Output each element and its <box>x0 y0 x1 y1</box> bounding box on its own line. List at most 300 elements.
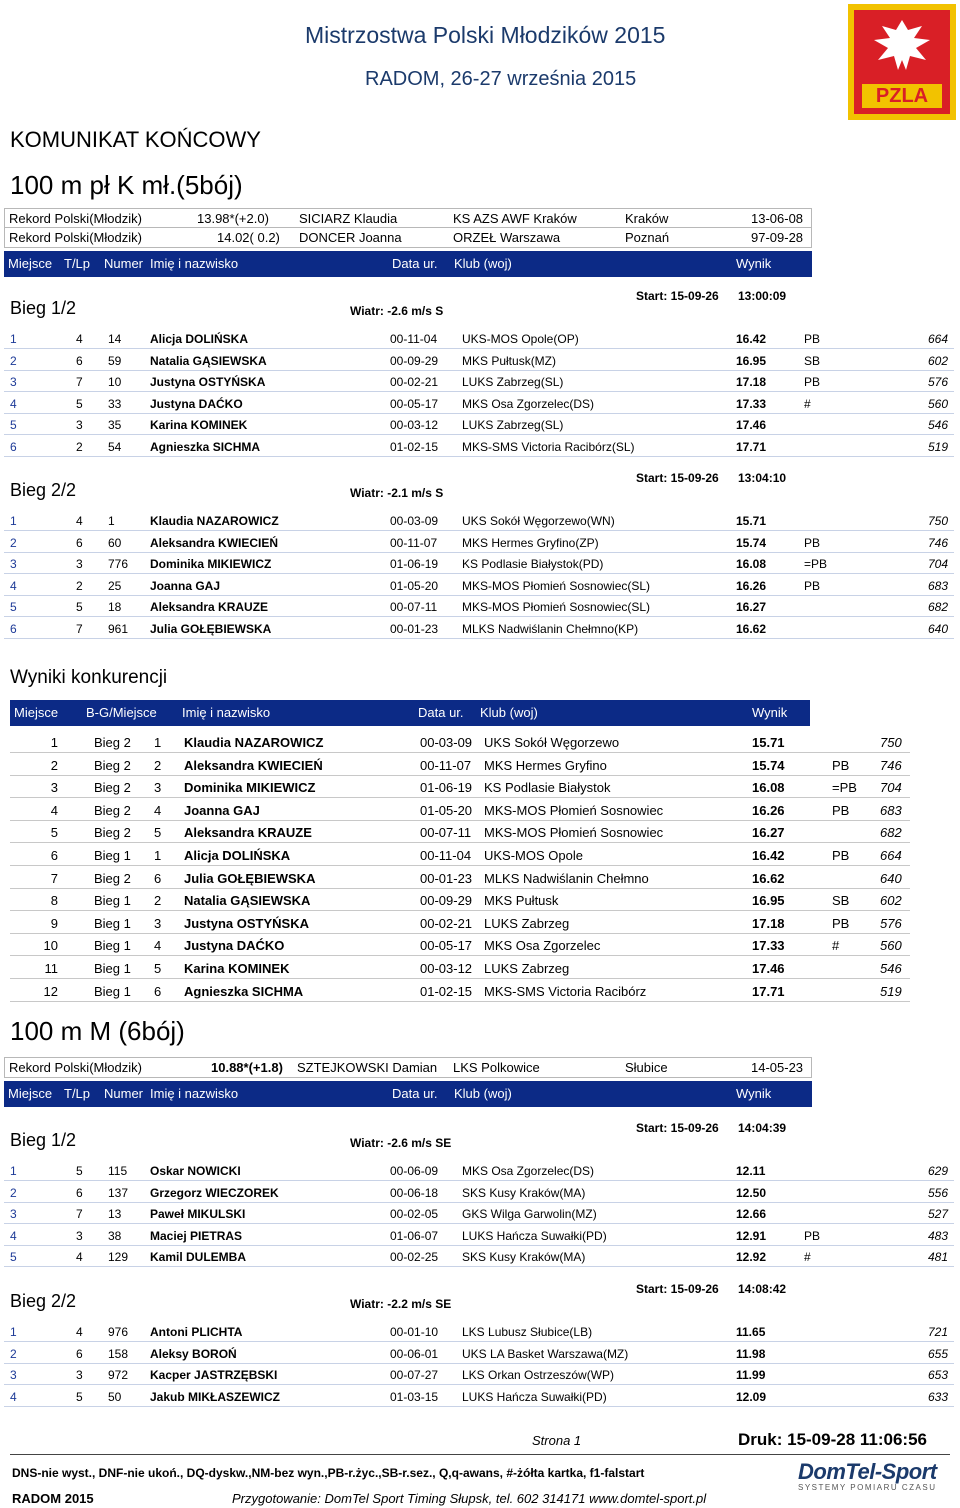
record-label: Rekord Polski(Młodzik) <box>9 230 142 245</box>
col-name: Imię i nazwisko <box>182 705 271 720</box>
athlete-name: Alicja DOLIŃSKA <box>184 848 291 863</box>
club: LUKS Zabrzeg <box>484 915 570 931</box>
result: 17.18 <box>752 915 785 931</box>
bib: 13 <box>108 1207 122 1222</box>
place: 1 <box>10 514 17 528</box>
heat: Bieg 1 <box>94 938 131 954</box>
result-row <box>4 1246 954 1267</box>
result-row <box>4 414 954 435</box>
summary-row <box>10 867 910 889</box>
points: 683 <box>928 578 949 593</box>
place: 5 <box>10 418 17 433</box>
record-holder: SICIARZ Klaudia <box>299 211 398 226</box>
place: 11 <box>44 961 58 976</box>
place: 8 <box>50 893 58 909</box>
lane: 6 <box>76 1185 83 1200</box>
points: 556 <box>928 1185 949 1200</box>
birth-date: 01-02-15 <box>390 440 439 454</box>
birth-date: 00-02-21 <box>420 915 473 931</box>
result: 16.26 <box>736 578 767 593</box>
birth-date: 01-06-19 <box>420 780 473 796</box>
result-row <box>4 532 954 553</box>
birth-date: 00-01-23 <box>420 870 473 886</box>
heat: Bieg 1 <box>94 961 131 976</box>
record-holder: SZTEJKOWSKI Damian <box>297 1060 438 1075</box>
bib: 33 <box>108 396 122 411</box>
club: LKS Orkan Ostrzeszów(WP) <box>462 1368 615 1383</box>
heat-place: 4 <box>154 938 162 954</box>
summary-row <box>10 980 910 1002</box>
club: UKS-MOS Opole <box>484 848 583 863</box>
points: 560 <box>928 396 949 411</box>
athlete-name: Joanna GAJ <box>184 802 260 818</box>
record-place: Słubice <box>625 1060 668 1075</box>
athlete-name: Karina KOMINEK <box>184 961 290 976</box>
bib: 18 <box>108 600 122 615</box>
record-flag: PB <box>804 578 821 593</box>
bib: 25 <box>108 578 122 593</box>
place: 4 <box>10 1228 17 1243</box>
club: UKS Sokół Węgorzewo(WN) <box>462 514 615 528</box>
place: 4 <box>10 578 17 593</box>
club: UKS LA Basket Warszawa(MZ) <box>462 1346 629 1361</box>
record-club: KS AZS AWF Kraków <box>453 211 577 226</box>
bib: 115 <box>108 1164 128 1178</box>
result-row <box>4 1225 954 1246</box>
birth-date: 00-03-12 <box>390 418 439 433</box>
place: 6 <box>50 848 58 863</box>
athlete-name: Julia GOŁĘBIEWSKA <box>184 870 316 886</box>
bib: 1 <box>108 514 115 528</box>
footer-prepared: Przygotowanie: DomTel Sport Timing Słupsk, tel. 602 314171 www.domtel-sport.pl <box>232 1491 707 1506</box>
heat: Bieg 2 <box>94 735 131 750</box>
record-flag: PB <box>832 757 850 773</box>
lane: 7 <box>76 375 83 390</box>
athlete-name: Natalia GĄSIEWSKA <box>184 893 311 909</box>
athlete-name: Aleksy BOROŃ <box>150 1346 237 1361</box>
footer-city: RADOM 2015 <box>12 1491 94 1506</box>
summary-row <box>10 844 910 866</box>
result-row <box>4 1364 954 1385</box>
event2-records <box>4 1057 812 1078</box>
record-flag: # <box>804 396 811 411</box>
birth-date: 00-06-09 <box>390 1164 439 1178</box>
heat-start: Start: 15-09-26 <box>636 471 719 485</box>
col-dob: Data ur. <box>418 705 464 720</box>
place: 2 <box>10 1346 17 1361</box>
heat-place: 3 <box>154 780 162 796</box>
brand-sub: SYSTEMY POMIARU CZASU <box>798 1483 937 1492</box>
athlete-name: Maciej PIETRAS <box>150 1228 243 1243</box>
heat: Bieg 1 <box>94 983 131 999</box>
event2-column-header <box>4 1081 812 1107</box>
result: 16.42 <box>752 848 785 863</box>
place: 2 <box>50 757 58 773</box>
bib: 14 <box>108 332 122 346</box>
domtel-logo <box>798 1459 937 1492</box>
club: MKS-MOS Płomień Sosnowiec <box>484 825 664 841</box>
result-row <box>4 1321 954 1342</box>
record-flag: PB <box>832 848 850 863</box>
result: 17.33 <box>736 396 767 411</box>
record-flag: PB <box>804 535 821 550</box>
club: MKS Hermes Gryfino <box>484 757 607 773</box>
lane: 6 <box>76 535 83 550</box>
points: 682 <box>880 825 902 841</box>
points: 519 <box>880 983 902 999</box>
athlete-name: Kamil DULEMBA <box>150 1250 247 1265</box>
club: KS Podlasie Białystok <box>484 780 611 796</box>
points: 640 <box>928 622 949 636</box>
competition-column-header <box>10 700 810 726</box>
record-mark: 14.02( 0.2) <box>217 230 280 245</box>
record-date: 97-09-28 <box>751 230 804 245</box>
bib: 10 <box>108 375 122 390</box>
summary-row <box>10 731 910 753</box>
bib: 50 <box>108 1389 122 1404</box>
heat-start-time: 14:04:39 <box>738 1121 787 1135</box>
birth-date: 00-01-10 <box>390 1325 439 1339</box>
points: 546 <box>880 961 902 976</box>
record-flag: PB <box>832 915 850 931</box>
result-row <box>4 553 954 574</box>
points: 602 <box>880 893 902 909</box>
club: LUKS Zabrzeg(SL) <box>462 375 564 390</box>
club: MKS-MOS Płomień Sosnowiec(SL) <box>462 600 651 615</box>
points: 664 <box>880 848 902 863</box>
place: 1 <box>10 1164 17 1178</box>
result: 12.09 <box>736 1389 767 1404</box>
club: MKS Osa Zgorzelec(DS) <box>462 1164 595 1178</box>
result-row <box>4 618 954 639</box>
points: 483 <box>928 1228 949 1243</box>
bib: 38 <box>108 1228 122 1243</box>
birth-date: 01-03-15 <box>390 1389 439 1404</box>
record-flag: PB <box>832 802 850 818</box>
birth-date: 00-06-01 <box>390 1346 439 1361</box>
event1-records <box>4 208 812 248</box>
heat-place: 4 <box>154 802 162 818</box>
record-flag: # <box>832 938 840 954</box>
col-result: Wynik <box>736 256 772 271</box>
club: UKS Sokół Węgorzewo <box>484 735 620 750</box>
athlete-name: Joanna GAJ <box>150 578 221 593</box>
col-club: Klub (woj) <box>480 705 538 720</box>
result-row <box>4 328 954 349</box>
place: 3 <box>10 1368 17 1383</box>
points: 576 <box>880 915 902 931</box>
summary-row <box>10 776 910 798</box>
birth-date: 00-05-17 <box>420 938 473 954</box>
lane: 4 <box>76 1250 83 1265</box>
lane: 3 <box>76 1368 83 1383</box>
points: 704 <box>928 557 949 572</box>
doc-type: KOMUNIKAT KOŃCOWY <box>10 127 261 152</box>
birth-date: 00-11-07 <box>420 757 472 773</box>
lane: 5 <box>76 1164 83 1178</box>
result: 11.98 <box>736 1346 766 1361</box>
athlete-name: Paweł MIKULSKI <box>150 1207 246 1222</box>
birth-date: 00-02-25 <box>390 1250 439 1265</box>
lane: 5 <box>76 600 83 615</box>
lane: 4 <box>76 332 83 346</box>
birth-date: 00-07-11 <box>390 600 438 615</box>
club: MKS-SMS Victoria Racibórz <box>484 983 647 999</box>
athlete-name: Dominika MIKIEWICZ <box>150 557 272 572</box>
place: 6 <box>10 622 17 636</box>
club: LKS Lubusz Słubice(LB) <box>462 1325 593 1339</box>
points: 653 <box>928 1368 949 1383</box>
result: 15.74 <box>752 757 785 773</box>
place: 2 <box>10 1185 17 1200</box>
club: MKS-SMS Victoria Racibórz(SL) <box>462 440 635 454</box>
points: 602 <box>928 353 949 368</box>
birth-date: 01-05-20 <box>420 802 473 818</box>
summary-row <box>10 912 910 934</box>
result-row <box>4 1160 954 1181</box>
place: 1 <box>50 735 58 750</box>
lane: 3 <box>76 1228 83 1243</box>
brand-main: DomTel-Sport <box>798 1459 937 1484</box>
lane: 7 <box>76 622 83 636</box>
result: 17.71 <box>736 440 767 454</box>
heat-place: 5 <box>154 961 162 976</box>
lane: 6 <box>76 1346 83 1361</box>
heat-place: 6 <box>154 983 162 999</box>
bib: 961 <box>108 622 129 636</box>
event2-title: 100 m M (6bój) <box>10 1016 185 1046</box>
heat: Bieg 2 <box>94 757 131 773</box>
result: 11.99 <box>736 1368 766 1383</box>
col-club: Klub (woj) <box>454 256 512 271</box>
points: 750 <box>880 735 902 750</box>
lane: 6 <box>76 353 83 368</box>
club: LUKS Zabrzeg(SL) <box>462 418 564 433</box>
record-flag: SB <box>832 893 850 909</box>
lane: 4 <box>76 514 83 528</box>
record-date: 14-05-23 <box>751 1060 804 1075</box>
result-row <box>4 1343 954 1364</box>
place: 6 <box>10 440 17 454</box>
heat-wind: Wiatr: -2.2 m/s SE <box>350 1297 452 1311</box>
record-holder: DONCER Joanna <box>299 230 402 245</box>
record-flag: SB <box>804 353 821 368</box>
place: 3 <box>10 1207 17 1222</box>
place: 2 <box>10 353 17 368</box>
col-name: Imię i nazwisko <box>150 1086 239 1101</box>
record-flag: # <box>804 1250 811 1265</box>
result: 17.71 <box>752 983 785 999</box>
lane: 2 <box>76 440 83 454</box>
col-name: Imię i nazwisko <box>150 256 239 271</box>
heat-place: 2 <box>154 893 162 909</box>
lane: 5 <box>76 396 83 411</box>
birth-date: 00-03-09 <box>390 514 439 528</box>
result: 17.33 <box>752 938 785 954</box>
record-flag: =PB <box>832 780 857 796</box>
heat-title: Bieg 2/2 <box>10 480 77 500</box>
col-bib: Numer <box>104 256 144 271</box>
athlete-name: Antoni PLICHTA <box>150 1325 243 1339</box>
points: 629 <box>928 1164 949 1178</box>
birth-date: 00-11-07 <box>390 535 438 550</box>
club: MKS Pułtusk <box>484 893 559 909</box>
heat-start-time: 13:04:10 <box>738 471 787 485</box>
athlete-name: Jakub MIKŁASZEWICZ <box>150 1389 281 1404</box>
athlete-name: Karina KOMINEK <box>150 418 248 433</box>
place: 3 <box>10 557 17 572</box>
record-row <box>5 1058 811 1077</box>
club: MKS Osa Zgorzelec(DS) <box>462 396 595 411</box>
meet-subtitle: RADOM, 26-27 września 2015 <box>365 68 637 90</box>
lane: 3 <box>76 418 83 433</box>
bib: 35 <box>108 418 122 433</box>
summary-row <box>10 821 910 843</box>
points: 721 <box>928 1325 949 1339</box>
heat-start: Start: 15-09-26 <box>636 1121 719 1135</box>
result: 16.62 <box>736 622 767 636</box>
bib: 60 <box>108 535 122 550</box>
birth-date: 00-05-17 <box>390 396 439 411</box>
record-label: Rekord Polski(Młodzik) <box>9 1060 142 1075</box>
page-number: Strona 1 <box>532 1433 582 1448</box>
col-dob: Data ur. <box>392 256 438 271</box>
record-flag: =PB <box>804 557 828 572</box>
heat-place: 3 <box>154 915 162 931</box>
heat-start: Start: 15-09-26 <box>636 1282 719 1296</box>
heat-title: Bieg 1/2 <box>10 1130 77 1150</box>
club: MKS Osa Zgorzelec <box>484 938 601 954</box>
heat-title: Bieg 2/2 <box>10 1291 77 1311</box>
col-heat: B-G/Miejsce <box>86 705 157 720</box>
result: 16.08 <box>736 557 767 572</box>
birth-date: 00-02-05 <box>390 1207 439 1222</box>
athlete-name: Agnieszka SICHMA <box>150 440 261 454</box>
heat-wind: Wiatr: -2.6 m/s SE <box>350 1136 452 1150</box>
result-row <box>4 393 954 414</box>
result: 15.71 <box>736 514 767 528</box>
bib: 59 <box>108 353 122 368</box>
birth-date: 00-07-11 <box>420 825 472 841</box>
points: 519 <box>928 440 949 454</box>
heat: Bieg 1 <box>94 893 131 909</box>
print-date: Druk: 15-09-28 11:06:56 <box>738 1430 928 1449</box>
birth-date: 00-09-29 <box>420 893 473 909</box>
result-row <box>4 575 954 596</box>
club: KS Podlasie Białystok(PD) <box>462 557 604 572</box>
result: 15.71 <box>752 735 785 750</box>
place: 5 <box>10 600 17 615</box>
record-mark: 10.88*(+1.8) <box>211 1060 283 1075</box>
record-place: Kraków <box>625 211 669 226</box>
bib: 137 <box>108 1185 129 1200</box>
athlete-name: Alicja DOLIŃSKA <box>150 332 249 346</box>
heat-wind: Wiatr: -2.1 m/s S <box>350 486 444 500</box>
result-row <box>4 1386 954 1407</box>
result: 17.46 <box>736 418 767 433</box>
birth-date: 00-03-09 <box>420 735 473 750</box>
athlete-name: Aleksandra KWIECIEŃ <box>150 535 279 550</box>
bib: 54 <box>108 440 122 454</box>
place: 3 <box>10 375 17 390</box>
col-bib: Numer <box>104 1086 144 1101</box>
result: 12.50 <box>736 1185 767 1200</box>
result: 12.66 <box>736 1207 767 1222</box>
place: 12 <box>43 983 58 999</box>
heat: Bieg 1 <box>94 848 131 863</box>
col-result: Wynik <box>736 1086 772 1101</box>
birth-date: 00-07-27 <box>390 1368 439 1383</box>
athlete-name: Justyna DAĆKO <box>184 938 285 954</box>
result: 16.42 <box>736 332 767 346</box>
meet-title: Mistrzostwa Polski Młodzików 2015 <box>305 22 666 48</box>
event1-title: 100 m pł K mł.(5bój) <box>10 170 243 200</box>
athlete-name: Justyna OSTYŃSKA <box>150 375 266 390</box>
result: 12.92 <box>736 1250 767 1265</box>
bib: 976 <box>108 1325 129 1339</box>
bib: 972 <box>108 1368 129 1383</box>
col-dob: Data ur. <box>392 1086 438 1101</box>
result-row <box>4 510 954 531</box>
result-row <box>4 350 954 371</box>
col-result: Wynik <box>752 705 788 720</box>
heat: Bieg 1 <box>94 915 131 931</box>
club: GKS Wilga Garwolin(MZ) <box>462 1207 597 1222</box>
col-place: Miejsce <box>8 1086 53 1101</box>
lane: 4 <box>76 1325 83 1339</box>
lane: 2 <box>76 578 83 593</box>
place: 5 <box>10 1250 17 1265</box>
points: 546 <box>928 418 949 433</box>
birth-date: 00-03-12 <box>420 961 473 976</box>
result: 16.27 <box>752 825 785 841</box>
result: 12.11 <box>736 1164 766 1178</box>
result: 12.91 <box>736 1228 767 1243</box>
birth-date: 01-05-20 <box>390 578 439 593</box>
heat-place: 6 <box>154 870 162 886</box>
club: UKS-MOS Opole(OP) <box>462 332 579 346</box>
athlete-name: Dominika MIKIEWICZ <box>184 780 316 796</box>
birth-date: 01-06-07 <box>390 1228 439 1243</box>
points: 664 <box>928 332 949 346</box>
club: MKS-MOS Płomień Sosnowiec <box>484 802 664 818</box>
heat-start-time: 13:00:09 <box>738 289 787 303</box>
athlete-name: Aleksandra KWIECIEŃ <box>184 757 323 773</box>
svg-text:PZLA: PZLA <box>875 85 929 107</box>
heat-place: 1 <box>154 848 162 863</box>
birth-date: 01-06-19 <box>390 557 439 572</box>
lane: 7 <box>76 1207 83 1222</box>
athlete-name: Oskar NOWICKI <box>150 1164 241 1178</box>
club: MLKS Nadwiślanin Chełmno <box>484 870 649 886</box>
points: 704 <box>880 780 902 796</box>
athlete-name: Klaudia NAZAROWICZ <box>184 735 324 750</box>
athlete-name: Justyna DAĆKO <box>150 396 243 411</box>
birth-date: 00-01-23 <box>390 622 439 636</box>
birth-date: 00-02-21 <box>390 375 439 390</box>
result: 17.18 <box>736 375 767 390</box>
club: MKS-MOS Płomień Sosnowiec(SL) <box>462 578 651 593</box>
heat: Bieg 2 <box>94 780 131 796</box>
result: 16.62 <box>752 870 785 886</box>
athlete-name: Aleksandra KRAUZE <box>184 825 312 841</box>
heat: Bieg 2 <box>94 870 131 886</box>
points: 481 <box>928 1250 949 1265</box>
points: 527 <box>928 1207 949 1222</box>
points: 683 <box>880 802 902 818</box>
record-flag: PB <box>804 1228 821 1243</box>
place: 5 <box>50 825 58 841</box>
